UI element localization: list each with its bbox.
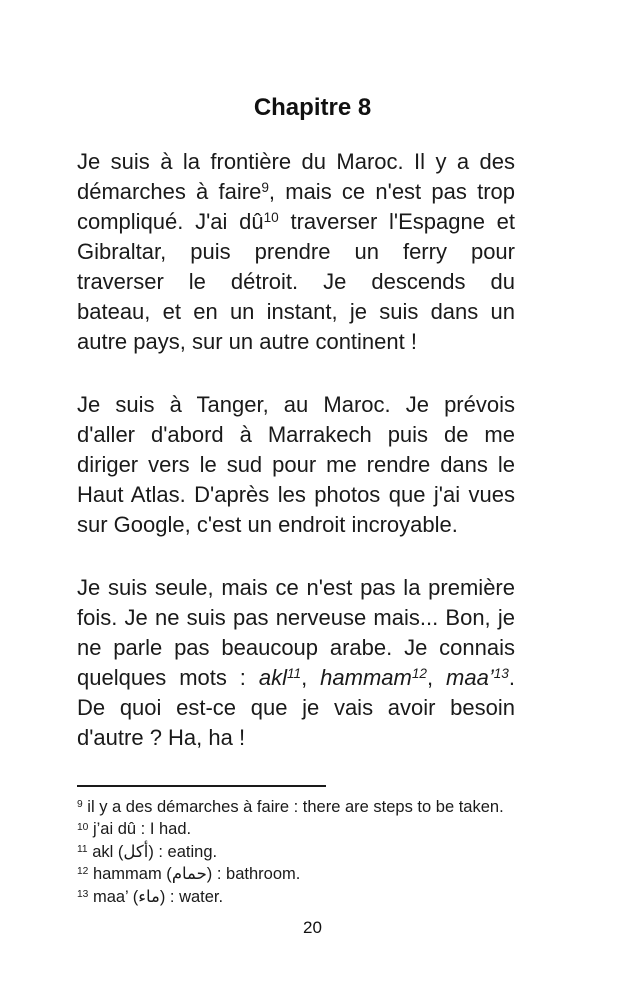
footnote-number: 9 xyxy=(77,799,83,811)
page-number: 20 xyxy=(303,918,322,937)
footnote-reference: 9 xyxy=(261,180,269,196)
text-line: autre pays, sur un autre continent ! xyxy=(77,329,417,354)
text-line: Je suis seule, mais ce n'est pas la première xyxy=(77,575,515,600)
italic-term: hammam xyxy=(320,665,412,690)
italic-term: akl xyxy=(258,665,287,690)
footnote-number: 10 xyxy=(77,821,89,833)
text-line: traverser le détroit. Je descends du xyxy=(77,269,515,294)
text-line: De quoi est-ce que je vais avoir besoin xyxy=(77,695,515,720)
text-line: Gibraltar, puis prendre un ferry pour xyxy=(77,239,515,264)
footnote-reference: 10 xyxy=(263,210,279,226)
footnote-reference: 12 xyxy=(411,666,427,682)
footnotes-section xyxy=(77,785,527,908)
text-line: ne parle pas beaucoup arabe. Je connais xyxy=(77,635,515,660)
footnote-list xyxy=(77,796,527,908)
text-line: compliqué. J'ai $dû^{10}$ traverser l'Espagne et xyxy=(77,209,515,234)
italic-term: maa’ xyxy=(446,665,494,690)
footnote: $^9$ il y a des démarches à faire : there are steps to be taken. xyxy=(77,798,504,816)
text-line: Haut Atlas. D'après les photos que j'ai vues xyxy=(77,482,515,507)
text-line: sur Google, c'est un endroit incroyable. xyxy=(77,512,458,537)
text-line: d'aller d'abord à Marrakech puis de me xyxy=(77,422,515,447)
text-line: bateau, et en un instant, je suis dans un xyxy=(77,299,515,324)
footnote-reference: 11 xyxy=(286,666,302,682)
text-line: fois. Je ne suis pas nerveuse mais... Bon, je xyxy=(77,605,515,630)
footnote: $^{11}$ akl (أكل) : eating. xyxy=(77,842,218,861)
footnote-separator xyxy=(77,785,326,787)
footnote: $^{12}$ hammam (حمام) : bathroom. xyxy=(77,865,301,884)
chapter-body xyxy=(77,147,515,786)
text-line: quelques mots : akl$^{11}$, hammam$^{12}$, maa’$^{13}$. xyxy=(77,665,515,690)
footnote-reference: 13 xyxy=(493,666,509,682)
footnote-number: 12 xyxy=(77,866,89,878)
footnote-number: 13 xyxy=(77,888,89,900)
text-line: Je suis à la frontière du Maroc. Il y a des xyxy=(77,149,515,174)
footnote: $^{10}$ j’ai dû : I had. xyxy=(77,820,192,839)
text-line: diriger vers le sud pour me rendre dans le xyxy=(77,452,515,477)
chapter-heading: Chapitre 8 xyxy=(253,94,372,121)
text-line: démarches à faire$^9$, mais ce n'est pas trop xyxy=(77,179,515,204)
paragraph xyxy=(77,390,515,540)
footnote: $^{13}$ maa’ (ماء) : water. xyxy=(77,887,224,906)
text-line: d'autre ? Ha, ha ! xyxy=(77,725,246,750)
paragraph xyxy=(77,573,515,753)
paragraph xyxy=(77,147,515,357)
footnote-number: 11 xyxy=(77,843,88,855)
text-line: Je suis à Tanger, au Maroc. Je prévois xyxy=(77,392,515,417)
